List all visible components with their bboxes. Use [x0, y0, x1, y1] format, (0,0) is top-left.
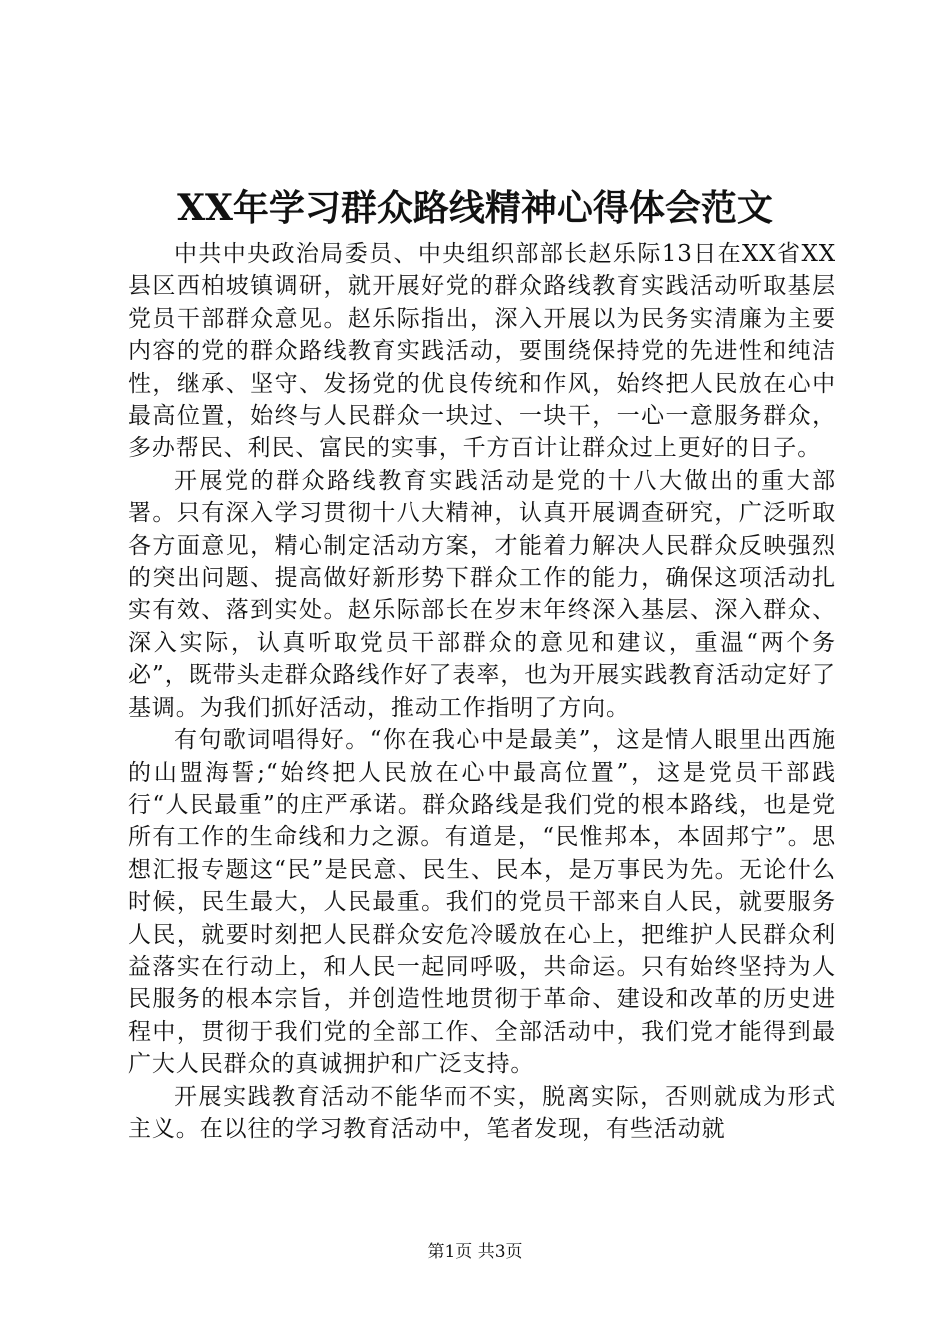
paragraph-3: 有句歌词唱得好。“你在我心中是最美”，这是情人眼里出西施的山盟海誓;“始终把人民放在心中最高位置”，这是党员干部践行“人民最重”的庄严承诺。群众路线是我们党的根本路线，也是党所有工作的生命线和力之源。有道是，“民惟邦本，本固邦宁”。思想汇报专题这“民”是民意、民生、民本，是万事民为先。无论什么时候，民生最大，人民最重。我们的党员干部来自人民，就要服务人民，就要时刻把人民群众安危冷暖放在心上，把维护人民群众利益落实在行动上，和人民一起同呼吸，共命运。只有始终坚持为人民服务的根本宗旨，并创造性地贯彻于革命、建设和改革的历史进程中，贯彻于我们党的全部工作、全部活动中，我们党才能得到最广大人民群众的真诚拥护和广泛支持。 [128, 727, 836, 1078]
paragraph-1: 中共中央政治局委员、中央组织部部长赵乐际13日在XX省XX县区西柏坡镇调研，就开展好党的群众路线教育实践活动听取基层党员干部群众意见。赵乐际指出，深入开展以为民务实清廉为主要内容的党的群众路线教育实践活动，要围绕保持党的先进性和纯洁性，继承、坚守、发扬党的优良传统和作风，始终把人民放在心中最高位置，始终与人民群众一块过、一块干，一心一意服务群众，多办帮民、利民、富民的实事，千方百计让群众过上更好的日子。 [128, 241, 836, 462]
paragraph-4: 开展实践教育活动不能华而不实，脱离实际，否则就成为形式主义。在以往的学习教育活动中，笔者发现，有些活动就 [128, 1083, 836, 1142]
document-body [128, 238, 836, 1145]
paragraph-2: 开展党的群众路线教育实践活动是党的十八大做出的重大部署。只有深入学习贯彻十八大精神，认真开展调查研究，广泛听取各方面意见，精心制定活动方案，才能着力解决人民群众反映强烈的突出问题、提高做好新形势下群众工作的能力，确保这项活动扎实有效、落到实处。赵乐际部长在岁末年终深入基层、深入群众、深入实际，认真听取党员干部群众的意见和建议，重温“两个务必”，既带头走群众路线作好了表率，也为开展实践教育活动定好了基调。为我们抓好活动，推动工作指明了方向。 [128, 467, 836, 721]
page-number-footer: 第1页 共3页 [427, 1242, 523, 1262]
document-title: XX年学习群众路线精神心得体会范文 [177, 187, 773, 229]
